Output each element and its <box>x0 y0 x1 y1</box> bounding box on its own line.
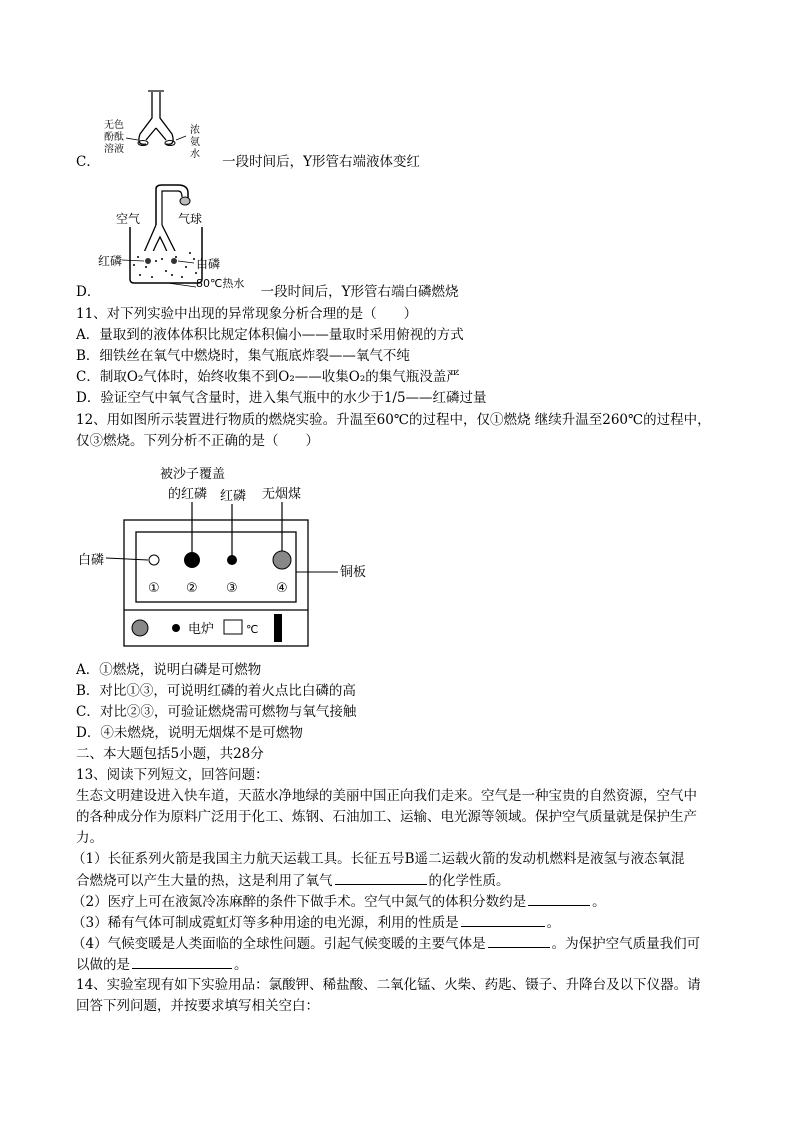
label-anthracite: 无烟煤 <box>262 487 302 502</box>
q13-sub3 <box>72 912 560 933</box>
q11-option-b: B．细铁丝在氧气中燃烧时，集气瓶底炸裂——氧气不纯 <box>76 348 410 364</box>
number-4: ④ <box>276 581 288 596</box>
label-hot-water: 80℃热水 <box>196 277 245 290</box>
number-3: ③ <box>226 581 238 596</box>
celsius-icon: ℃ <box>246 623 259 636</box>
label-electric-furnace: 电炉 <box>188 622 215 637</box>
q13-sub4-mid: 。为保护空气质量我们可 <box>551 936 701 952</box>
q13-sub4-line2 <box>76 954 248 975</box>
furnace-indicator <box>172 624 180 632</box>
label-ammonia-2: 氨 <box>190 137 200 148</box>
q13-sub3-tail: 。 <box>546 915 561 931</box>
q11-option-c: C．制取O₂气体时，始终收集不到O₂——收集O₂的集气瓶没盖严 <box>76 369 460 385</box>
white-phosphorus-sample <box>149 555 159 565</box>
q13-passage-line2: 的各种成分作为原料广泛用于化工、炼钢、石油加工、运输、电光源等领域。保护空气质量就是保护生产 <box>76 809 697 825</box>
answer-blank-1[interactable] <box>335 870 427 885</box>
q11-option-a: A．量取到的液体体积比规定体积偏小——量取时采用俯视的方式 <box>76 327 464 343</box>
section-heading: 二、本大题包括5小题，共28分 <box>76 746 264 762</box>
anthracite-sample <box>273 551 291 569</box>
q12-option-b: B．对比①③，可说明红磷的着火点比白磷的高 <box>76 683 356 699</box>
q13-sub4-lead: 以做的是 <box>76 957 130 973</box>
answer-blank-4[interactable] <box>488 933 550 948</box>
beaker-figure-d <box>98 183 258 293</box>
q13-sub2 <box>72 891 606 912</box>
q12-stem-line1: 12、用如图所示装置进行物质的燃烧实验。升温至60℃的过程中，仅①燃烧 继续升温至260℃的过程中， <box>76 412 711 428</box>
label-red-phosphorus: 红磷 <box>98 254 123 268</box>
q11-stem: 11、对下列实验中出现的异常现象分析合理的是（ ） <box>76 306 418 322</box>
q11-option-d: D．验证空气中氧气含量时，进入集气瓶中的水少于1/5——红磷过量 <box>76 390 487 406</box>
label-white-phosphorus: 白磷 <box>196 257 221 271</box>
label-balloon: 气球 <box>178 212 203 226</box>
q14-stem-line1: 14、实验室现有如下实验用品：氯酸钾、稀盐酸、二氧化锰、火柴、药匙、镊子、升降台及以下仪器。请 <box>76 977 701 993</box>
q12-option-d: D．④未燃烧，说明无烟煤不是可燃物 <box>76 725 303 741</box>
label-white-phosphorus: 白磷 <box>78 553 105 568</box>
option-letter: D． <box>76 284 101 300</box>
q13-sub3-text: （3）稀有气体可制成霓虹灯等多种用途的电光源，利用的性质是 <box>72 915 459 931</box>
q12-option-c: C．对比②③，可验证燃烧需可燃物与氧气接触 <box>76 704 357 720</box>
q13-sub1-text: 合燃烧可以产生大量的热，这是利用了氧气 <box>76 873 333 889</box>
furnace-display <box>224 620 242 634</box>
label-colorless-phenolphthalein: 无色 <box>104 120 124 131</box>
q13-sub1-line1: （1）长征系列火箭是我国主力航天运载工具。长征五号B遥二运载火箭的发动机燃料是液氢与液态氧混 <box>72 851 685 867</box>
combustion-apparatus-figure <box>76 462 406 652</box>
label-solution: 溶液 <box>104 144 124 155</box>
q13-sub2-text: （2）医疗上可在液氮冷冻麻醉的条件下做手术。空气中氮气的体积分数约是 <box>72 894 527 910</box>
option-text: 一段时间后，Y形管右端液体变红 <box>222 154 421 170</box>
q13-sub4-tail: 。 <box>234 957 248 973</box>
q13-sub2-tail: 。 <box>592 894 606 910</box>
furnace-switch <box>274 614 282 642</box>
q13-stem: 13、阅读下列短文，回答问题： <box>76 767 269 783</box>
option-letter: C． <box>76 154 100 170</box>
q13-sub1-tail: 的化学性质。 <box>428 873 510 889</box>
label-water: 水 <box>190 149 200 160</box>
q13-sub4-line1 <box>72 933 700 954</box>
label-red-phosphorus: 红磷 <box>220 489 247 504</box>
number-2: ② <box>186 581 198 596</box>
answer-blank-3[interactable] <box>461 912 545 927</box>
sand-covered-red-phosphorus <box>184 552 200 568</box>
red-phosphorus-sample <box>227 555 237 565</box>
q14-stem-line2: 回答下列问题，并按要求填写相关空白： <box>76 998 319 1014</box>
option-10c <box>76 152 420 172</box>
q13-passage-line1: 生态文明建设进入快车道，天蓝水净地绿的美丽中国正向我们走来。空气是一种宝贵的自然资源，空气中 <box>76 788 697 804</box>
q13-passage-line3: 力。 <box>76 830 103 846</box>
number-1: ① <box>148 581 160 596</box>
label-sand-covered-2: 的红磷 <box>168 487 208 502</box>
q12-stem-line2: 仅③燃烧。下列分析不正确的是（ ） <box>76 433 319 449</box>
option-10d <box>76 282 459 302</box>
option-text: 一段时间后，Y形管右端白磷燃烧 <box>260 284 459 300</box>
label-copper-plate: 铜板 <box>340 565 367 580</box>
label-sand-covered: 被沙子覆盖 <box>160 467 226 482</box>
answer-blank-5[interactable] <box>132 954 232 969</box>
label-air: 空气 <box>116 212 141 226</box>
q13-sub1-line2 <box>76 870 510 891</box>
label-conc-ammonia: 浓 <box>190 125 200 136</box>
q13-sub4-text: （4）气候变暖是人类面临的全球性问题。引起气候变暖的主要气体是 <box>72 936 486 952</box>
q12-option-a: A．①燃烧，说明白磷是可燃物 <box>76 662 262 678</box>
furnace-knob <box>132 620 148 636</box>
answer-blank-2[interactable] <box>528 891 590 906</box>
label-phenolphthalein-2: 酚酞 <box>104 132 124 143</box>
